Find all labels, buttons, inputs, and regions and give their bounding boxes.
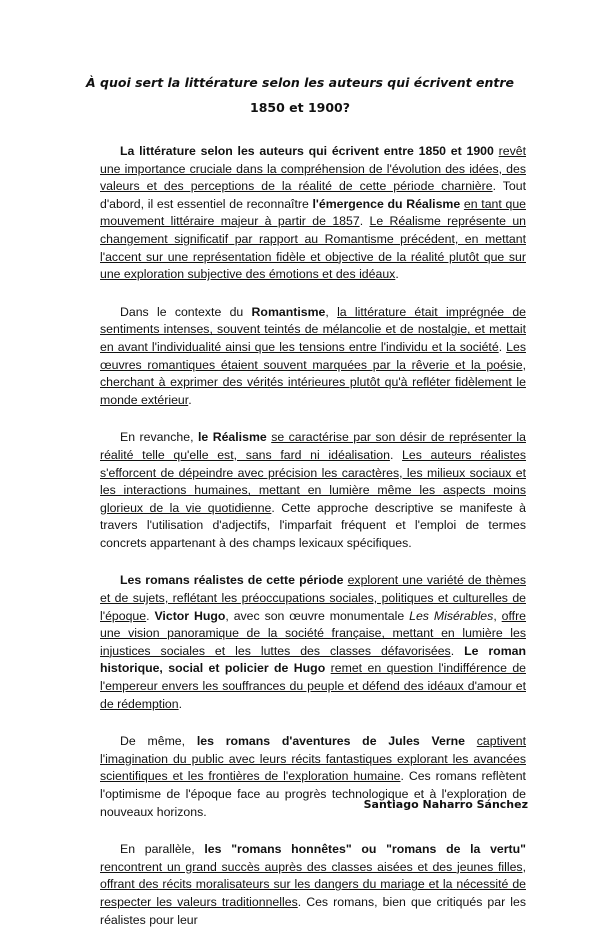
- p3-underline-1: se caractérise par son désir de représenter la réalité telle qu'elle est, sans fard ni idéalisation: [100, 430, 526, 462]
- p3-text-1: En revanche,: [120, 430, 194, 445]
- p4-bold-1: Les romans réalistes de cette période: [120, 573, 344, 588]
- p4-text-5: .: [178, 696, 183, 711]
- p2-text-3: .: [498, 339, 503, 354]
- p1-text-1: . Tout d'abord, il est essentiel de reconnaître: [100, 179, 527, 211]
- p6-text-1: En parallèle,: [120, 842, 195, 857]
- title-line-2: 1850 et 1900?: [250, 100, 350, 115]
- p6-bold-1: les "romans honnêtes" ou "romans de la vertu": [204, 842, 526, 857]
- document-title: [60, 70, 540, 120]
- p4-bold-3: Le roman historique, social et policier de Hugo: [100, 643, 526, 676]
- p4-underline-2: offre une vision panoramique de la société française, mettant en lumière les injustices sociales et les luttes des classes défavorisées: [100, 608, 527, 658]
- p2-text-1: Dans le contexte du: [120, 304, 244, 319]
- author-signature: Santiago Naharro Sánchez: [363, 798, 528, 811]
- p4-bold-2: Victor Hugo: [154, 608, 226, 623]
- p2-underline-2: Les œuvres romantiques étaient souvent marquées par la rêverie et la poésie, cherchant à exprimer des vérités intérieures plutôt qu'à refléter fidèlement le monde extérieur: [100, 339, 526, 407]
- p2-text-2: ,: [325, 304, 329, 319]
- p1-bold-1: La littérature selon les auteurs qui écrivent entre 1850 et 1900: [120, 144, 494, 158]
- p5-underline-1: captivent l'imagination du public avec leurs récits fantastiques explorant les avancées scientifiques et les frontières de l'exploration humaine: [100, 734, 526, 784]
- p4-text-1: .: [146, 608, 150, 623]
- p4-text-2: , avec son œuvre monumentale: [225, 608, 405, 623]
- p3-underline-2: Les auteurs réalistes s'efforcent de dépeindre avec précision les caractères, les milieux sociaux et les interactions humaines, mettant en lumière même les aspects moins glorieux de la vie quotidienne: [100, 447, 527, 515]
- p1-underline-3: Le Réalisme représente un changement significatif par rapport au Romantisme précédent, en mettant l'accent sur une représentation fidèle et objective de la réalité plutôt que sur une exploration subjective des émotions et des idéaux: [100, 214, 526, 282]
- p6-underline-1: rencontrent un grand succès auprès des classes aisées et des jeunes filles, offrant des récits moralisateurs sur les dangers du mariage et la nécessité de respecter les valeurs traditionnelles: [100, 859, 526, 909]
- paragraph-4: [100, 572, 526, 713]
- document-body: [100, 143, 526, 949]
- p6-text-2: . Ces romans, bien que critiqués par les réalistes pour leur: [100, 894, 526, 927]
- p2-bold-1: Romantisme: [251, 304, 326, 319]
- p4-underline-1: explorent une variété de thèmes et de sujets, reflétant les préoccupations sociales, politiques et culturelles de l'époque: [100, 573, 526, 623]
- p4-text-3: ,: [493, 608, 497, 623]
- p3-text-3: . Cette approche descriptive se manifeste à travers l'utilisation d'adjectifs, l'imparfait fréquent et l'emploi de termes concrets appartenant à des champs lexicaux spécifiques.: [100, 500, 526, 550]
- p5-bold-1: les romans d'aventures de Jules Verne: [196, 734, 466, 749]
- p3-text-2: .: [389, 447, 394, 462]
- p4-italic-1: Les Misérables: [409, 608, 494, 623]
- paragraph-2: [100, 304, 526, 410]
- paragraph-3: [100, 429, 526, 552]
- p2-text-4: .: [188, 392, 192, 407]
- p5-text-1: De même,: [120, 734, 186, 749]
- p1-underline-1: revêt une importance cruciale dans la compréhension de l'évolution des idées, des valeurs et des perceptions de la réalité de cette période charnière: [100, 144, 527, 194]
- paragraph-1: [100, 143, 526, 284]
- p3-bold-1: le Réalisme: [197, 430, 267, 445]
- p5-text-2: . Ces romans reflètent l'optimisme de l'époque face au progrès technologique et à l'exploration de nouveaux horizons.: [100, 769, 526, 819]
- p2-underline-1: la littérature était imprégnée de sentiments intenses, souvent teintés de mélancolie et de nostalgie, et mettait en avant l'individualité ainsi que les tensions entre l'individu et la société: [100, 304, 526, 354]
- p1-underline-2: en tant que mouvement littéraire majeur à partir de 1857: [100, 196, 527, 229]
- p1-text-2: .: [359, 214, 364, 229]
- title-line-1: À quoi sert la littérature selon les auteurs qui écrivent entre: [86, 75, 514, 90]
- p4-underline-3: remet en question l'indifférence de l'empereur envers les souffrances du peuple et défend des idéaux d'amour et de rédemption: [100, 661, 526, 711]
- p4-text-4: .: [450, 643, 455, 658]
- paragraph-6: [100, 841, 526, 929]
- p1-text-3: .: [395, 267, 399, 282]
- p1-bold-2: l'émergence du Réalisme: [312, 196, 461, 211]
